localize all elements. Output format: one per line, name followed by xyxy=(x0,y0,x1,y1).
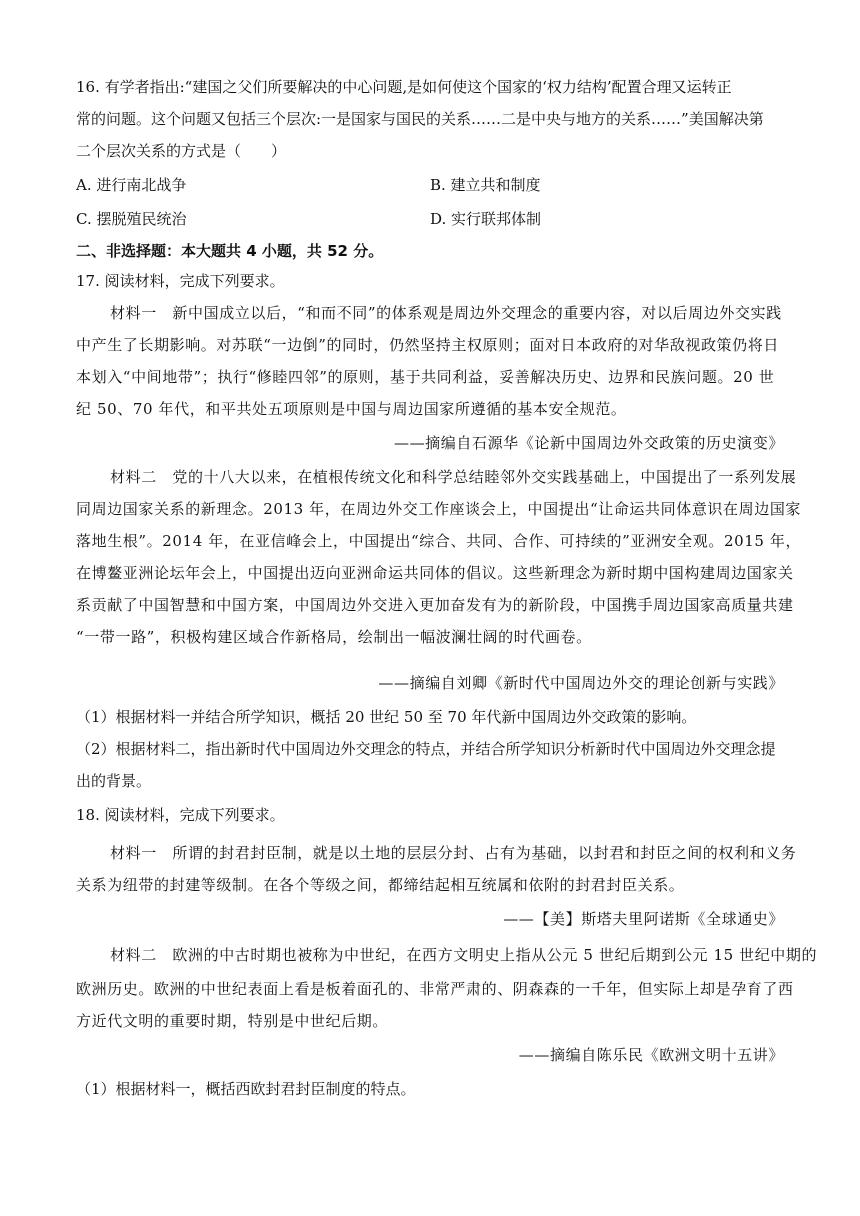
q17-question-2-line-1: （2）根据材料二，指出新时代中国周边外交理念的特点，并结合所学知识分析新时代中国周边外交理念提 xyxy=(76,740,776,758)
q17-material-1-line-3: 本划入“中间地带”；执行“修睦四邻”的原则，基于共同利益，妥善解决历史、边界和民族问题。20 世 xyxy=(76,368,775,386)
q16-stem-line-2: 常的问题。这个问题又包括三个层次:一是国家与国民的关系……二是中央与地方的关系……”美国解决第 xyxy=(76,110,764,128)
q17-question-2-line-2: 出的背景。 xyxy=(76,772,152,790)
q18-material-1-line-2: 关系为纽带的封建等级制。在各个等级之间，都缔结起相互统属和依附的封君封臣关系。 xyxy=(76,876,685,894)
q18-material-2-line-1: 材料二 欧洲的中古时期也被称为中世纪，在西方文明史上指从公元 5 世纪后期到公元 15 世纪中期的 xyxy=(110,946,818,964)
q18-question-1: （1）根据材料一，概括西欧封君封臣制度的特点。 xyxy=(76,1080,416,1098)
q18-material-1-source: ——【美】斯塔夫里阿诺斯《全球通史》 xyxy=(503,910,784,928)
q17-material-2-line-3: 落地生根”。2014 年，在亚信峰会上，中国提出“综合、共同、合作、可持续的”亚洲安全观。2015 年， xyxy=(76,532,802,550)
q16-option-d[interactable]: D. 实行联邦体制 xyxy=(430,210,542,228)
q16-option-c[interactable]: C. 摆脱殖民统治 xyxy=(76,210,187,228)
q18-intro: 18. 阅读材料，完成下列要求。 xyxy=(76,806,285,824)
q17-material-1-line-4: 纪 50、70 年代，和平共处五项原则是中国与周边国家所遵循的基本安全规范。 xyxy=(76,400,627,418)
q17-material-2-line-1: 材料二 党的十八大以来，在植根传统文化和科学总结睦邻外交实践基础上，中国提出了一系列发展 xyxy=(110,468,797,486)
q17-material-2-line-6: “一带一路”，积极构建区域合作新格局，绘制出一幅波澜壮阔的时代画卷。 xyxy=(76,628,592,646)
q17-question-1: （1）根据材料一并结合所学知识，概括 20 世纪 50 至 70 年代新中国周边外交政策的影响。 xyxy=(76,708,697,726)
q18-material-2-line-2: 欧洲历史。欧洲的中世纪表面上看是板着面孔的、非常严肃的、阴森森的一千年，但实际上却是孕育了西 xyxy=(76,980,794,998)
q17-material-2-line-2: 同周边国家关系的新理念。2013 年，在周边外交工作座谈会上，中国提出“让命运共同体意识在周边国家 xyxy=(76,500,802,518)
q17-material-1-line-1: 材料一 新中国成立以后，“和而不同”的体系观是周边外交理念的重要内容，对以后周边外交实践 xyxy=(110,304,782,322)
q18-material-1-line-1: 材料一 所谓的封君封臣制，就是以土地的层层分封、占有为基础，以封君和封臣之间的权利和义务 xyxy=(110,844,797,862)
q17-material-2-line-4: 在博鳌亚洲论坛年会上，中国提出迈向亚洲命运共同体的倡议。这些新理念为新时期中国构建周边国家关 xyxy=(76,564,794,582)
q16-stem-line-3: 二个层次关系的方式是（ ） xyxy=(76,142,287,160)
q17-material-1-source: ——摘编自石源华《论新中国周边外交政策的历史演变》 xyxy=(393,434,784,452)
q17-material-2-source: ——摘编自刘卿《新时代中国周边外交的理论创新与实践》 xyxy=(378,674,784,692)
q17-intro: 17. 阅读材料，完成下列要求。 xyxy=(76,272,285,290)
q16-stem-line-1: 16. 有学者指出:“建国之父们所要解决的中心问题,是如何使这个国家的‘权力结构’配置合理又运转正 xyxy=(76,78,732,96)
q16-option-a[interactable]: A. 进行南北战争 xyxy=(76,176,187,194)
q16-option-b[interactable]: B. 建立共和制度 xyxy=(430,176,541,194)
q18-material-2-line-3: 方近代文明的重要时期，特别是中世纪后期。 xyxy=(76,1012,389,1030)
q18-material-2-source: ——摘编自陈乐民《欧洲文明十五讲》 xyxy=(518,1046,784,1064)
q17-material-1-line-2: 中产生了长期影响。对苏联“一边倒”的同时，仍然坚持主权原则；面对日本政府的对华敌视政策仍将日 xyxy=(76,336,779,354)
section-2-heading: 二、非选择题：本大题共 4 小题，共 52 分。 xyxy=(76,242,384,260)
q17-material-2-line-5: 系贡献了中国智慧和中国方案，中国周边外交进入更加奋发有为的新阶段，中国携手周边国家高质量共建 xyxy=(76,596,794,614)
